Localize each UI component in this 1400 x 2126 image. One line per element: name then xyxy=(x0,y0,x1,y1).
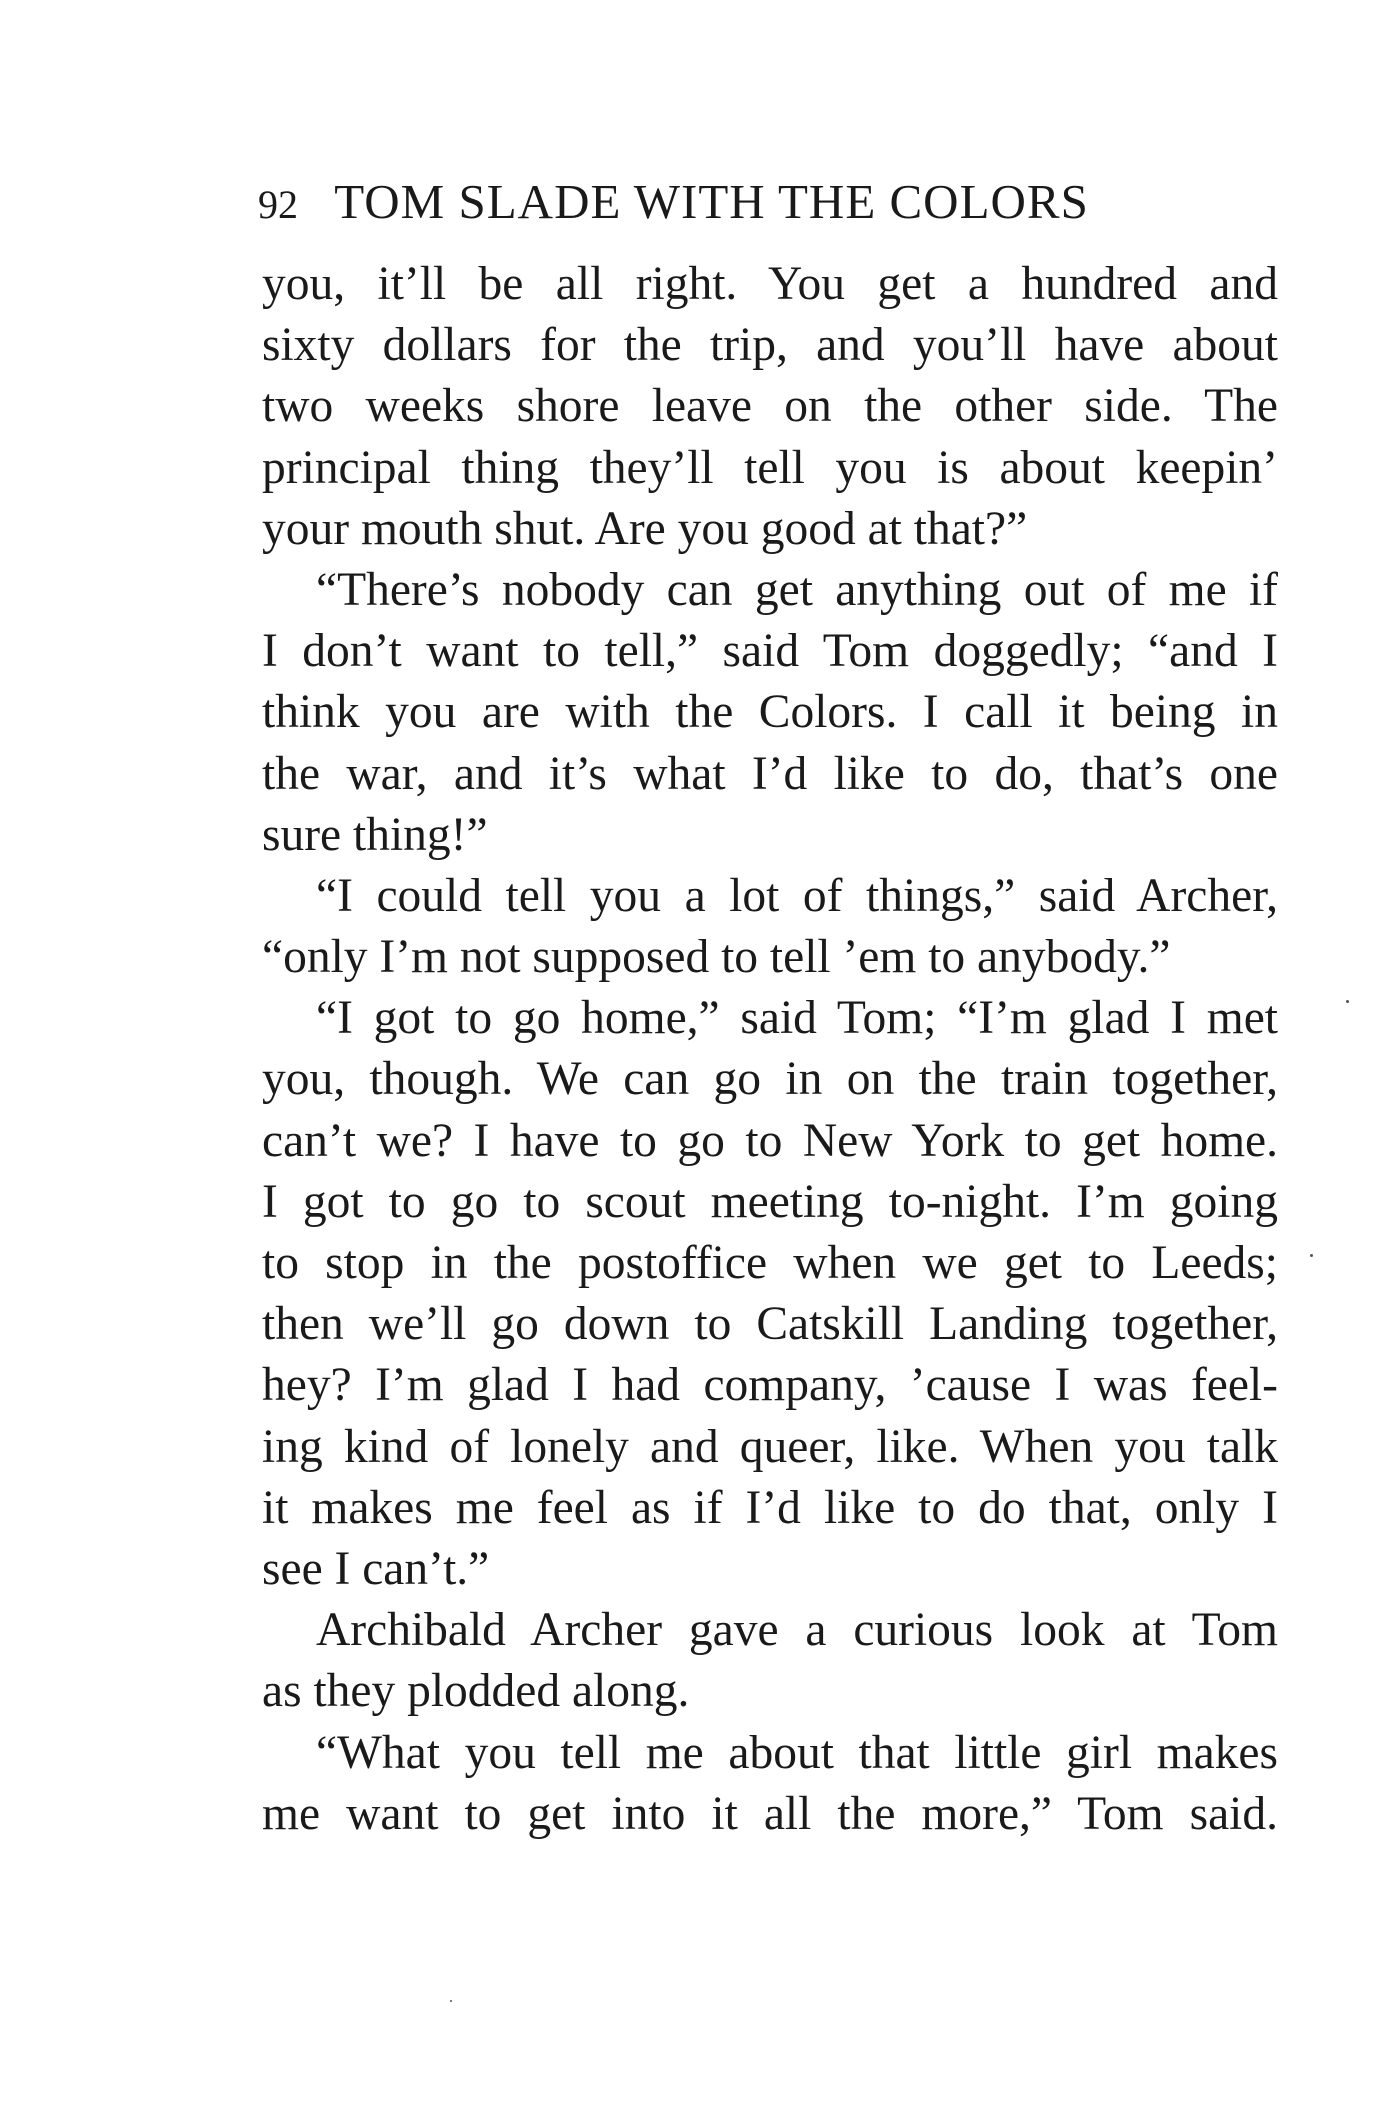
text-line: Archibald Archer gave a curious look at Tom xyxy=(316,1604,1278,1657)
text-line: hey? I’m glad I had company, ’cause I was feel- xyxy=(262,1359,1278,1412)
page-header xyxy=(258,172,1278,232)
body-text xyxy=(262,254,1278,1845)
text-line: can’t we? I have to go to New York to get home. xyxy=(262,1114,1278,1167)
text-line: to stop in the postoffice when we get to Leeds; xyxy=(262,1237,1278,1289)
text-line: “only I’m not supposed to tell ’em to anybody.” xyxy=(262,931,1171,984)
text-line: think you are with the Colors. I call it being in xyxy=(262,686,1278,739)
text-line: I got to go to scout meeting to-night. I’m going xyxy=(262,1175,1278,1228)
text-line: the war, and it’s what I’d like to do, that’s one xyxy=(262,747,1278,800)
text-line: me want to get into it all the more,” Tom said. xyxy=(262,1787,1278,1840)
text-line: ing kind of lonely and queer, like. When you talk xyxy=(262,1420,1278,1473)
running-title: TOM SLADE WITH THE COLORS xyxy=(334,174,1089,229)
text-line: principal thing they’ll tell you is about keepin’ xyxy=(262,441,1278,494)
scan-speck xyxy=(450,2000,452,2002)
text-line: see I can’t.” xyxy=(262,1542,490,1595)
scan-speck xyxy=(1346,1000,1349,1003)
text-line: “I got to go home,” said Tom; “I’m glad I met xyxy=(316,992,1278,1045)
scan-speck xyxy=(1310,1254,1313,1257)
text-line: your mouth shut. Are you good at that?” xyxy=(262,502,1028,555)
text-line: sure thing!” xyxy=(262,808,488,861)
text-line: then we’ll go down to Catskill Landing together, xyxy=(262,1298,1278,1351)
text-line: it makes me feel as if I’d like to do that, only I xyxy=(262,1481,1278,1534)
text-line: as they plodded along. xyxy=(262,1665,690,1718)
text-line: sixty dollars for the trip, and you’ll have about xyxy=(262,319,1278,372)
text-line: I don’t want to tell,” said Tom doggedly; “and I xyxy=(262,625,1278,678)
page-number: 92 xyxy=(258,182,298,227)
text-line: “What you tell me about that little girl makes xyxy=(316,1726,1278,1779)
text-line: you, it’ll be all right. You get a hundred and xyxy=(262,258,1278,310)
text-line: “There’s nobody can get anything out of me if xyxy=(316,563,1278,616)
text-line: “I could tell you a lot of things,” said Archer, xyxy=(316,869,1278,922)
text-line: you, though. We can go in on the train together, xyxy=(262,1053,1278,1106)
text-line: two weeks shore leave on the other side. The xyxy=(262,380,1278,433)
